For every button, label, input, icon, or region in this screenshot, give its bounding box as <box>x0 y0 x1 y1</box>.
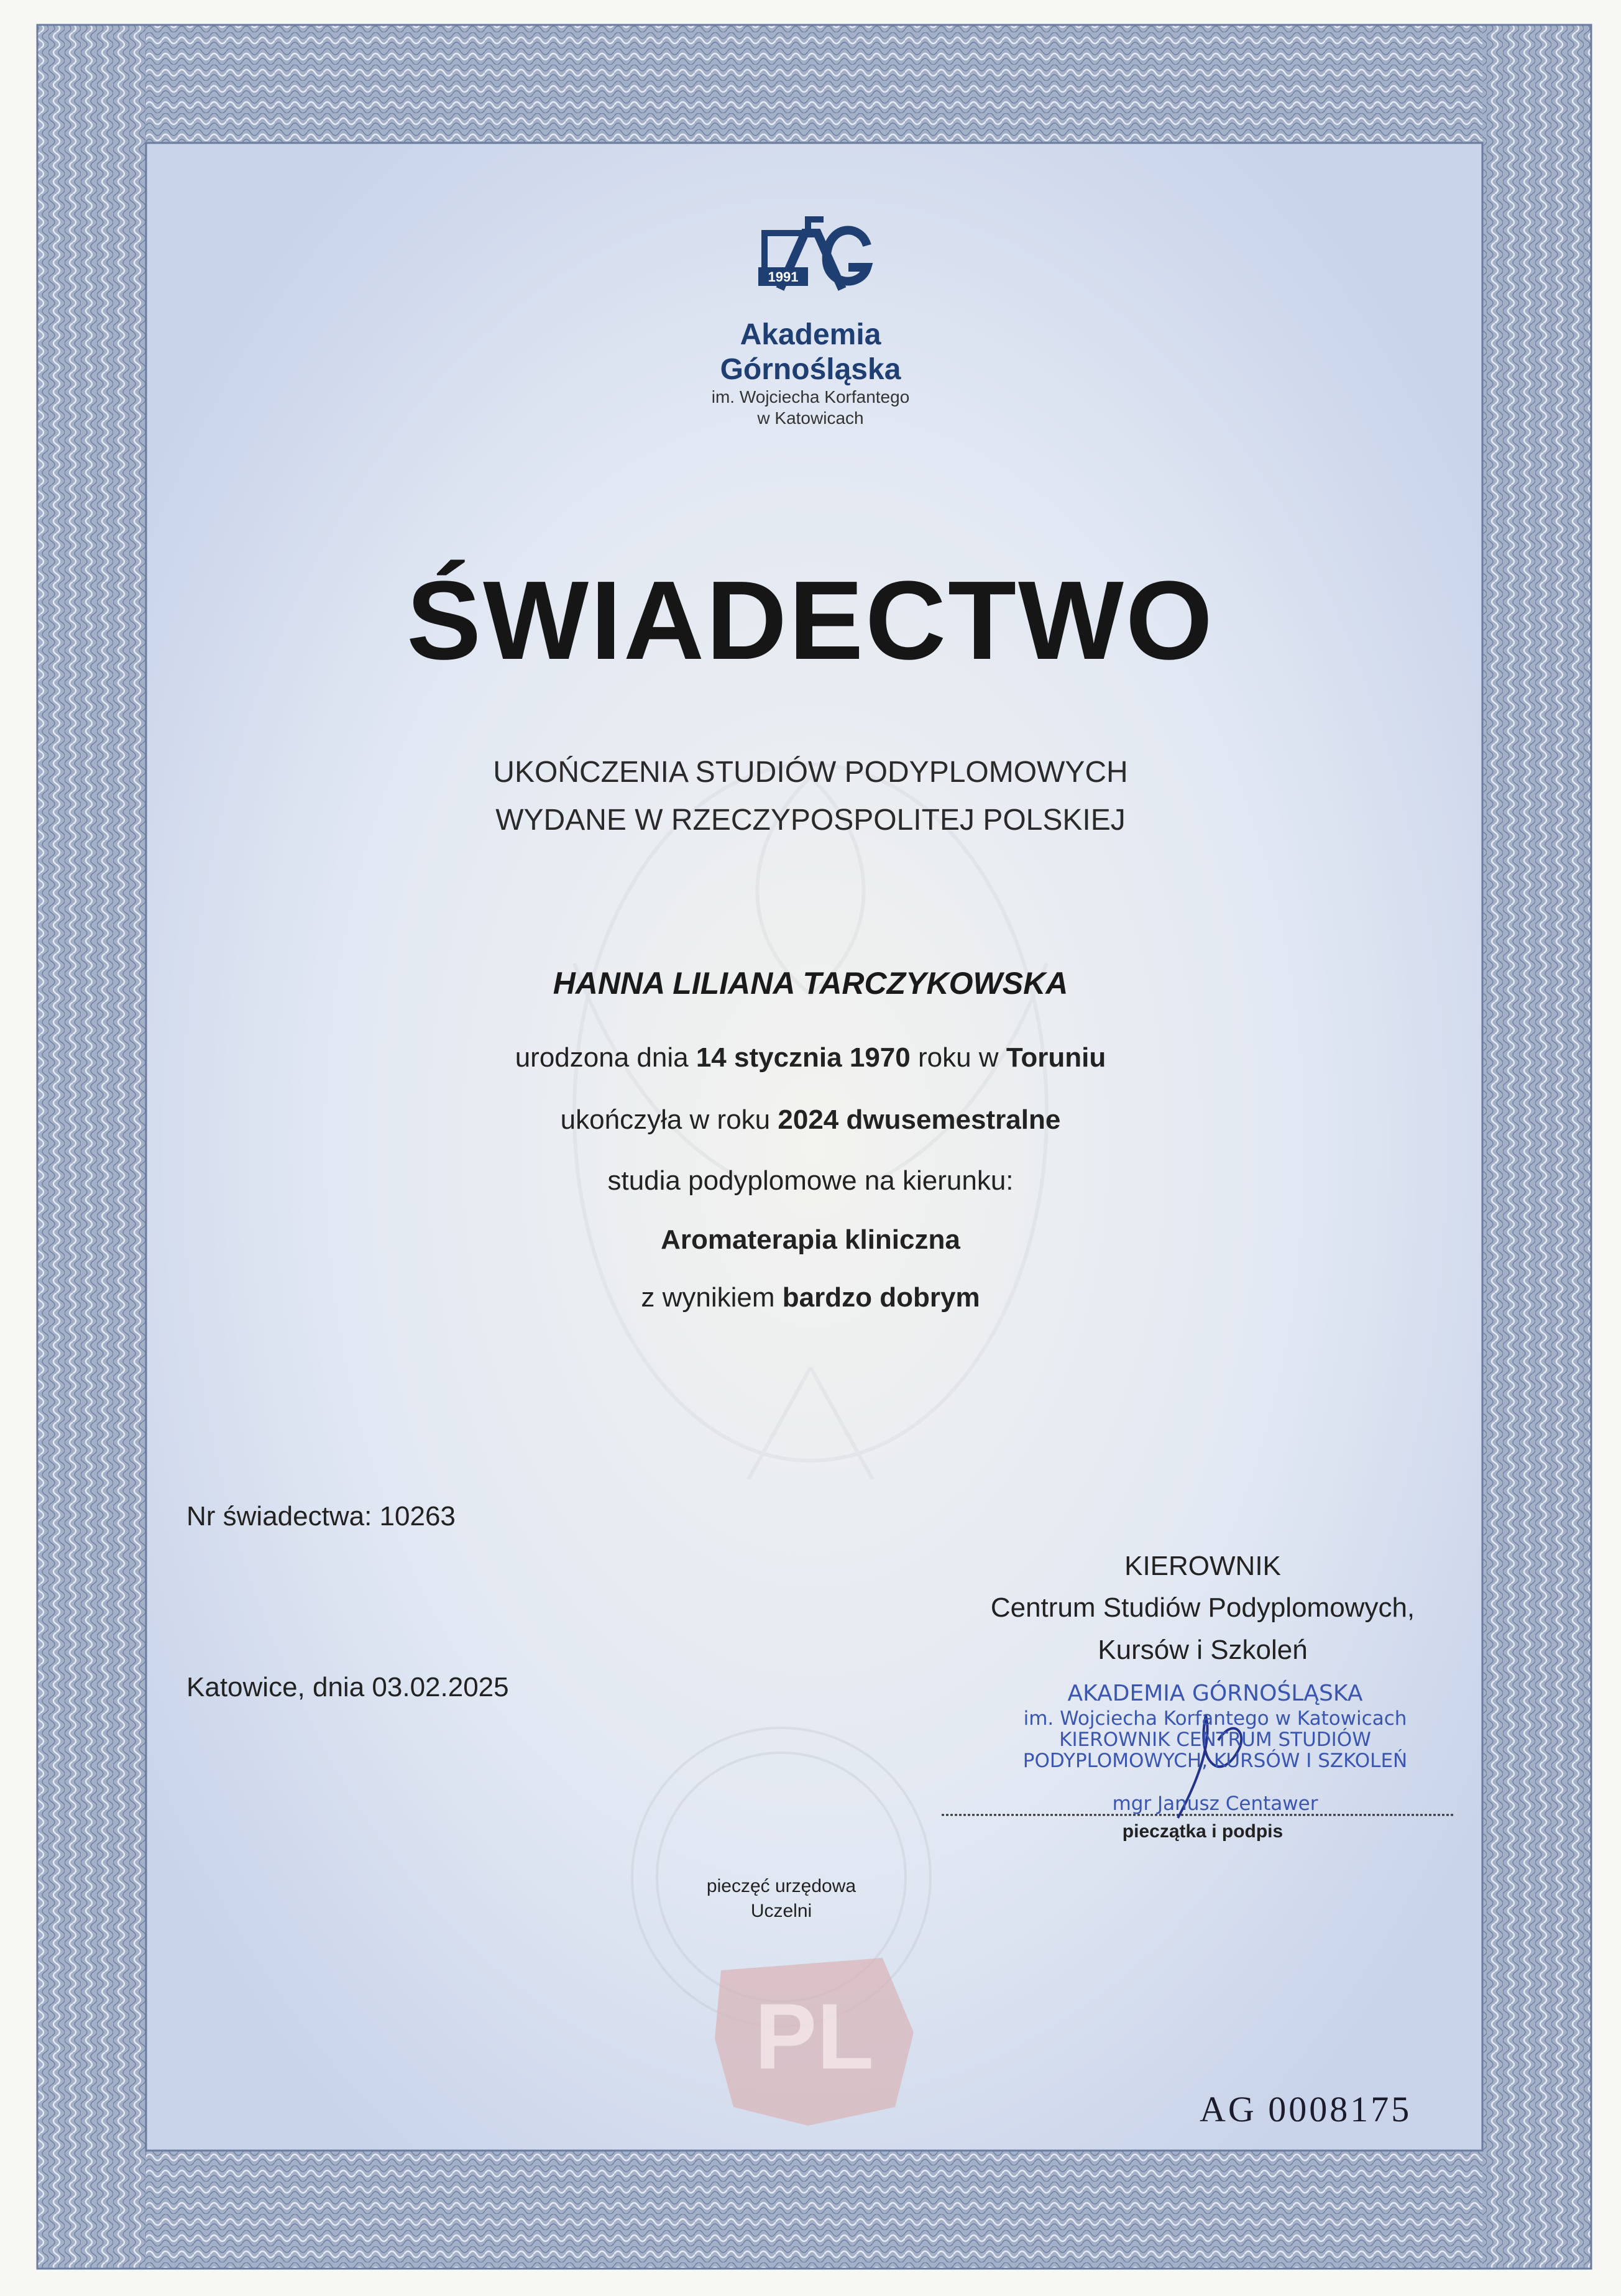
birth-mid: roku w <box>917 1042 999 1073</box>
signatory-unit-line1: Centrum Studiów Podyplomowych, <box>990 1592 1415 1623</box>
signatory-role: KIEROWNIK <box>1124 1551 1281 1581</box>
place-and-date: Katowice, dnia 03.02.2025 <box>186 1672 509 1702</box>
result-line <box>0 1282 1621 1313</box>
birth-line <box>0 1042 1621 1073</box>
stamp-line2: im. Wojciecha Korfantego w Katowicach <box>1023 1707 1407 1730</box>
hologram-pl: PL <box>755 1984 874 2088</box>
holder-name: HANNA LILIANA TARCZYKOWSKA <box>553 966 1068 1001</box>
institution-name-line1: Akademia <box>740 318 881 351</box>
seal-caption-line2: Uczelni <box>750 1901 812 1921</box>
field-of-study: Aromaterapia kliniczna <box>661 1224 960 1255</box>
signature-caption: pieczątka i podpis <box>1122 1821 1283 1842</box>
stamp-line4: PODYPLOMOWYCH, KURSÓW I SZKOLEŃ <box>1022 1750 1408 1772</box>
birth-place: Toruniu <box>1006 1042 1106 1073</box>
certificate-number: Nr świadectwa: 10263 <box>186 1501 456 1531</box>
stamp-line3: KIEROWNIK CENTRUM STUDIÓW <box>1059 1729 1371 1751</box>
seal-caption-line1: pieczęć urzędowa <box>706 1876 856 1896</box>
stamp-name: mgr Janusz Centawer <box>1112 1793 1318 1815</box>
completion-year-type: 2024 dwusemestralne <box>778 1104 1061 1135</box>
institution-sub-line1: im. Wojciecha Korfantego <box>711 387 910 406</box>
completion-line <box>0 1104 1621 1136</box>
studies-line: studia podyplomowe na kierunku: <box>607 1165 1014 1196</box>
logo-letters: AG <box>687 146 688 147</box>
certificate-subtitle-line1: UKOŃCZENIA STUDIÓW PODYPLOMOWYCH <box>493 756 1128 789</box>
birth-prefix: urodzona dnia <box>515 1042 689 1073</box>
stamp-line1: AKADEMIA GÓRNOŚLĄSKA <box>1067 1681 1363 1706</box>
signatory-unit-line2: Kursów i Szkoleń <box>1098 1635 1308 1665</box>
certificate-title: ŚWIADECTWO <box>406 558 1215 683</box>
logo-year: 1991 <box>768 269 799 285</box>
certificate-subtitle-line2: WYDANE W RZECZYPOSPOLITEJ POLSKIEJ <box>495 804 1126 837</box>
institution-name-line2: Górnośląska <box>720 353 901 386</box>
institution-logo-icon <box>687 146 879 295</box>
completion-prefix: ukończyła w roku <box>560 1104 771 1135</box>
result-grade: bardzo dobrym <box>782 1282 980 1313</box>
result-prefix: z wynikiem <box>641 1282 775 1313</box>
serial-number: AG 0008175 <box>1200 2089 1412 2129</box>
institution-sub-line2: w Katowicach <box>757 408 864 428</box>
birth-date: 14 stycznia 1970 <box>696 1042 911 1073</box>
